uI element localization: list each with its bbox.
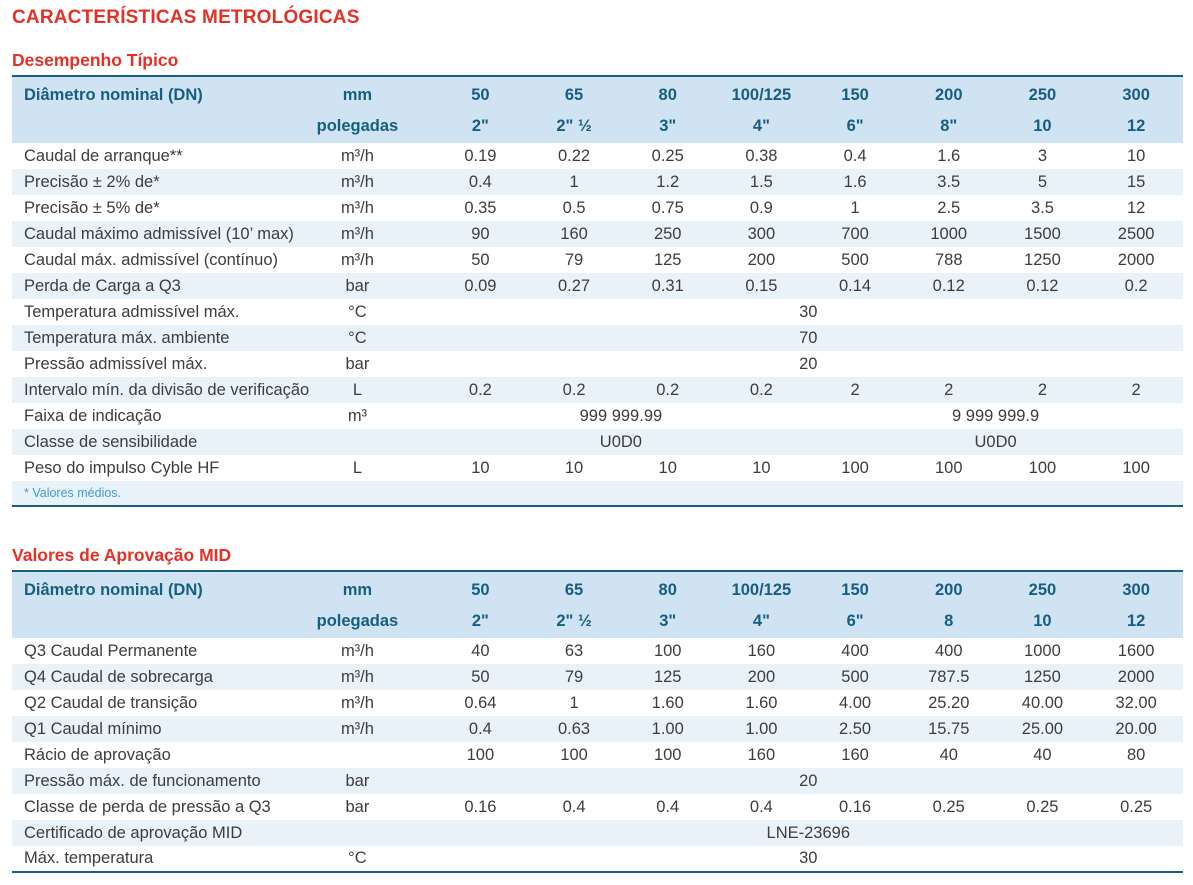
header-inch-value: 10 — [996, 110, 1090, 143]
header-inch-value: 4" — [715, 110, 809, 143]
header-inch-value: 2" ½ — [527, 110, 621, 143]
value-cell: 400 — [841, 641, 869, 660]
unit-cell: L — [352, 458, 363, 477]
header-inch-value: 4" — [715, 605, 809, 638]
unit-cell: m³/h — [340, 719, 374, 738]
value-cell: 160 — [747, 745, 776, 764]
span-value-cell-right: 9 999 999.9 — [952, 406, 1040, 425]
unit-cell — [281, 820, 433, 846]
value-cell: 2500 — [1117, 224, 1155, 243]
value-cell: 1 — [569, 693, 579, 712]
header-dn-value: 200 — [902, 571, 996, 605]
header-empty-label — [12, 110, 281, 143]
value-cell: 100 — [1122, 458, 1150, 477]
value-cell: 1250 — [1024, 667, 1061, 686]
value-cell: 100 — [934, 458, 963, 477]
header-dn-value: 50 — [434, 571, 528, 605]
value-cell: 0.16 — [839, 797, 872, 816]
span-value-cell: 30 — [799, 302, 818, 321]
header-empty-label — [12, 605, 281, 638]
table-row — [12, 638, 1183, 664]
table-row — [12, 820, 1183, 846]
table-row — [12, 247, 1183, 273]
value-cell: 1000 — [1024, 641, 1061, 660]
header-dn-value: 50 — [434, 76, 528, 110]
value-cell: 0.14 — [839, 276, 872, 295]
value-cell: 160 — [747, 641, 776, 660]
header-dn-value: 150 — [808, 571, 902, 605]
value-cell: 25.00 — [1021, 719, 1064, 738]
table-row — [12, 195, 1183, 221]
value-cell: 1.60 — [651, 693, 684, 712]
row-label: Caudal de arranque** — [24, 146, 183, 165]
table-row — [12, 690, 1183, 716]
header-inch-value: 2" — [434, 605, 528, 638]
value-cell: 12 — [1126, 198, 1146, 217]
value-cell: 0.64 — [464, 693, 497, 712]
value-cell: 100 — [466, 745, 495, 764]
table-desempenho-tipico — [12, 75, 1183, 507]
value-cell: 1.6 — [843, 172, 867, 191]
value-cell: 100 — [841, 458, 869, 477]
value-cell: 0.09 — [464, 276, 497, 295]
value-cell: 1000 — [930, 224, 968, 243]
value-cell: 0.12 — [1026, 276, 1059, 295]
value-cell: 10 — [471, 458, 490, 477]
row-label: Caudal máximo admissível (10’ max) — [24, 224, 294, 243]
value-cell: 250 — [653, 224, 682, 243]
header-dn-value: 80 — [621, 76, 715, 110]
section-desempenho-tipico — [12, 50, 1183, 507]
row-label: Q3 Caudal Permanente — [24, 641, 198, 660]
value-cell: 0.2 — [749, 380, 773, 399]
value-cell: 0.31 — [651, 276, 684, 295]
value-cell: 50 — [471, 667, 490, 686]
value-cell: 1500 — [1024, 224, 1061, 243]
header-dn-value: 100/125 — [715, 571, 809, 605]
value-cell: 2 — [850, 380, 860, 399]
header-dn-value: 300 — [1089, 76, 1183, 110]
value-cell: 0.19 — [464, 146, 497, 165]
row-label: Temperatura máx. ambiente — [24, 328, 230, 347]
value-cell: 0.27 — [557, 276, 591, 295]
value-cell: 2.50 — [839, 719, 872, 738]
header-unit-polegadas: polegadas — [281, 605, 433, 638]
header-inch-value: 6" — [808, 110, 902, 143]
table-row — [12, 716, 1183, 742]
span-value-cell-right: U0D0 — [974, 432, 1017, 451]
value-cell: 125 — [653, 250, 682, 269]
header-dn-value: 65 — [527, 571, 621, 605]
footnote: * Valores médios. — [24, 486, 122, 500]
value-cell: 500 — [841, 250, 869, 269]
table-row — [12, 403, 1183, 429]
value-cell: 10 — [564, 458, 584, 477]
row-label: Classe de perda de pressão a Q3 — [24, 797, 271, 816]
unit-cell — [281, 429, 433, 455]
value-cell: 0.4 — [468, 719, 492, 738]
value-cell: 10 — [658, 458, 677, 477]
header-dn-value: 250 — [996, 571, 1090, 605]
value-cell: 0.25 — [1120, 797, 1153, 816]
table-row — [12, 794, 1183, 820]
row-label: Precisão ± 2% de* — [24, 172, 160, 191]
value-cell: 3 — [1037, 146, 1047, 165]
header-diameter-label: Diâmetro nominal (DN) — [12, 76, 281, 110]
unit-cell: m³/h — [340, 667, 374, 686]
header-dn-value: 200 — [902, 76, 996, 110]
value-cell: 0.25 — [651, 146, 684, 165]
value-cell: 0.75 — [651, 198, 684, 217]
document-title: CARACTERÍSTICAS METROLÓGICAS — [12, 7, 360, 28]
value-cell: 15.75 — [928, 719, 970, 738]
value-cell: 40.00 — [1021, 693, 1064, 712]
row-label: Precisão ± 5% de* — [24, 198, 160, 217]
row-label: Q4 Caudal de sobrecarga — [24, 667, 213, 686]
table-row — [12, 299, 1183, 325]
row-label: Pressão admissível máx. — [24, 354, 208, 373]
value-cell: 3.5 — [937, 172, 961, 191]
value-cell: 300 — [747, 224, 776, 243]
value-cell: 500 — [841, 667, 869, 686]
value-cell: 79 — [564, 667, 584, 686]
unit-cell: bar — [345, 276, 370, 295]
value-cell: 40 — [939, 745, 958, 764]
value-cell: 0.12 — [932, 276, 965, 295]
value-cell: 32.00 — [1115, 693, 1157, 712]
value-cell: 2 — [944, 380, 954, 399]
unit-cell: m³/h — [340, 250, 374, 269]
table-row — [12, 742, 1183, 768]
value-cell: 20.00 — [1115, 719, 1157, 738]
header-dn-value: 300 — [1089, 571, 1183, 605]
span-value-cell: 20 — [799, 771, 818, 790]
value-cell: 5 — [1037, 172, 1047, 191]
value-cell: 0.15 — [745, 276, 778, 295]
header-unit-mm: mm — [281, 76, 433, 110]
table-row — [12, 455, 1183, 481]
value-cell: 2000 — [1117, 667, 1155, 686]
value-cell: 100 — [1028, 458, 1057, 477]
header-inch-value: 6" — [808, 605, 902, 638]
value-cell: 0.5 — [562, 198, 586, 217]
value-cell: 0.2 — [562, 380, 586, 399]
value-cell: 0.16 — [464, 797, 497, 816]
unit-cell: m³/h — [340, 172, 374, 191]
section-title-valores-mid: Valores de Aprovação MID — [12, 545, 232, 565]
table-row — [12, 377, 1183, 403]
value-cell: 160 — [841, 745, 869, 764]
unit-cell: °C — [348, 302, 367, 321]
value-cell: 100 — [653, 745, 682, 764]
value-cell: 0.4 — [656, 797, 680, 816]
row-label: Máx. temperatura — [24, 849, 154, 867]
value-cell: 160 — [560, 224, 588, 243]
value-cell: 1.2 — [656, 172, 680, 191]
value-cell: 25.20 — [928, 693, 970, 712]
table-row — [12, 325, 1183, 351]
value-cell: 1.00 — [745, 719, 778, 738]
header-inch-value: 3" — [621, 110, 715, 143]
value-cell: 40 — [471, 641, 490, 660]
value-cell: 100 — [653, 641, 682, 660]
unit-cell: bar — [345, 771, 370, 790]
header-inch-value: 2" ½ — [527, 605, 621, 638]
value-cell: 100 — [560, 745, 588, 764]
unit-cell: bar — [345, 797, 370, 816]
span-value-cell: 70 — [799, 328, 818, 347]
value-cell: 0.4 — [749, 797, 773, 816]
header-row-mm — [12, 571, 1183, 605]
value-cell: 125 — [653, 667, 682, 686]
row-label: Temperatura admissível máx. — [24, 302, 240, 321]
section-valores-mid — [12, 545, 1183, 873]
value-cell: 2.5 — [937, 198, 961, 217]
row-label: Faixa de indicação — [24, 406, 162, 425]
unit-cell: m³ — [347, 406, 368, 425]
header-inch-value: 2" — [434, 110, 528, 143]
value-cell: 787.5 — [928, 667, 970, 686]
span-value-cell: LNE-23696 — [766, 823, 851, 842]
row-label: Q1 Caudal mínimo — [24, 719, 162, 738]
header-row-inches — [12, 110, 1183, 143]
value-cell: 0.4 — [562, 797, 586, 816]
value-cell: 0.22 — [557, 146, 591, 165]
span-value-cell: 20 — [799, 354, 818, 373]
table-valores-mid — [12, 570, 1183, 873]
value-cell: 200 — [747, 250, 776, 269]
unit-cell: m³/h — [340, 693, 374, 712]
table-row — [12, 768, 1183, 794]
row-label: Certificado de aprovação MID — [24, 823, 243, 842]
value-cell: 15 — [1126, 172, 1146, 191]
value-cell: 200 — [747, 667, 776, 686]
span-value-cell-left: 999 999.99 — [579, 406, 663, 425]
table-row — [12, 429, 1183, 455]
value-cell: 10 — [752, 458, 771, 477]
unit-cell: L — [352, 380, 363, 399]
header-row-mm — [12, 76, 1183, 110]
header-inch-value: 8" — [902, 110, 996, 143]
value-cell: 3.5 — [1030, 198, 1054, 217]
value-cell: 1 — [850, 198, 860, 217]
header-inch-value: 3" — [621, 605, 715, 638]
row-label: Caudal máx. admissível (contínuo) — [24, 250, 279, 269]
header-diameter-label: Diâmetro nominal (DN) — [12, 571, 281, 605]
value-cell: 0.38 — [745, 146, 778, 165]
section-title-desempenho-tipico: Desempenho Típico — [12, 50, 179, 70]
value-cell: 0.9 — [749, 198, 773, 217]
value-cell: 0.35 — [464, 198, 497, 217]
value-cell: 400 — [934, 641, 963, 660]
table-row — [12, 664, 1183, 690]
header-dn-value: 80 — [621, 571, 715, 605]
header-row-inches — [12, 605, 1183, 638]
unit-cell: m³/h — [340, 641, 374, 660]
value-cell: 0.2 — [656, 380, 680, 399]
value-cell: 0.25 — [1026, 797, 1059, 816]
span-value-cell-left: U0D0 — [599, 432, 642, 451]
value-cell: 80 — [1126, 745, 1146, 764]
table-row — [12, 143, 1183, 169]
value-cell: 1.00 — [651, 719, 684, 738]
header-dn-value: 150 — [808, 76, 902, 110]
row-label: Rácio de aprovação — [24, 745, 171, 764]
unit-cell: bar — [345, 354, 370, 373]
value-cell: 1250 — [1024, 250, 1061, 269]
table-row — [12, 273, 1183, 299]
value-cell: 50 — [471, 250, 490, 269]
value-cell: 1600 — [1117, 641, 1155, 660]
value-cell: 700 — [841, 224, 869, 243]
value-cell: 0.4 — [468, 172, 492, 191]
value-cell: 2000 — [1117, 250, 1155, 269]
header-unit-mm: mm — [281, 571, 433, 605]
row-label: Intervalo mín. da divisão de verificação — [24, 380, 310, 399]
table-row — [12, 351, 1183, 377]
value-cell: 10 — [1126, 146, 1146, 165]
unit-cell: m³/h — [340, 224, 374, 243]
unit-cell: m³/h — [340, 146, 374, 165]
value-cell: 40 — [1033, 745, 1052, 764]
header-dn-value: 65 — [527, 76, 621, 110]
value-cell: 0.2 — [468, 380, 492, 399]
table-row — [12, 221, 1183, 247]
header-unit-polegadas: polegadas — [281, 110, 433, 143]
header-inch-value: 8 — [902, 605, 996, 638]
value-cell: 90 — [471, 224, 490, 243]
value-cell: 0.2 — [1124, 276, 1148, 295]
value-cell: 1 — [569, 172, 579, 191]
row-label: Q2 Caudal de transição — [24, 693, 198, 712]
footnote-row — [12, 481, 1183, 506]
header-dn-value: 100/125 — [715, 76, 809, 110]
value-cell: 0.4 — [843, 146, 867, 165]
row-label: Pressão máx. de funcionamento — [24, 771, 261, 790]
value-cell: 0.63 — [557, 719, 591, 738]
span-value-cell: 30 — [799, 849, 818, 867]
value-cell: 63 — [564, 641, 584, 660]
value-cell: 788 — [934, 250, 963, 269]
row-label: Perda de Carga a Q3 — [24, 276, 181, 295]
unit-cell: °C — [348, 849, 367, 867]
row-label: Classe de sensibilidade — [24, 432, 198, 451]
row-label: Peso do impulso Cyble HF — [24, 458, 220, 477]
header-inch-value: 12 — [1089, 110, 1183, 143]
table-row — [12, 169, 1183, 195]
value-cell: 79 — [564, 250, 584, 269]
value-cell: 1.5 — [749, 172, 773, 191]
unit-cell: °C — [348, 328, 367, 347]
header-dn-value: 250 — [996, 76, 1090, 110]
value-cell: 2 — [1037, 380, 1047, 399]
value-cell: 4.00 — [839, 693, 872, 712]
header-inch-value: 12 — [1089, 605, 1183, 638]
value-cell: 0.25 — [932, 797, 965, 816]
value-cell: 1.60 — [745, 693, 778, 712]
value-cell: 2 — [1131, 380, 1141, 399]
unit-cell — [281, 742, 433, 768]
header-inch-value: 10 — [996, 605, 1090, 638]
unit-cell: m³/h — [340, 198, 374, 217]
value-cell: 1.6 — [937, 146, 961, 165]
table-row — [12, 846, 1183, 872]
